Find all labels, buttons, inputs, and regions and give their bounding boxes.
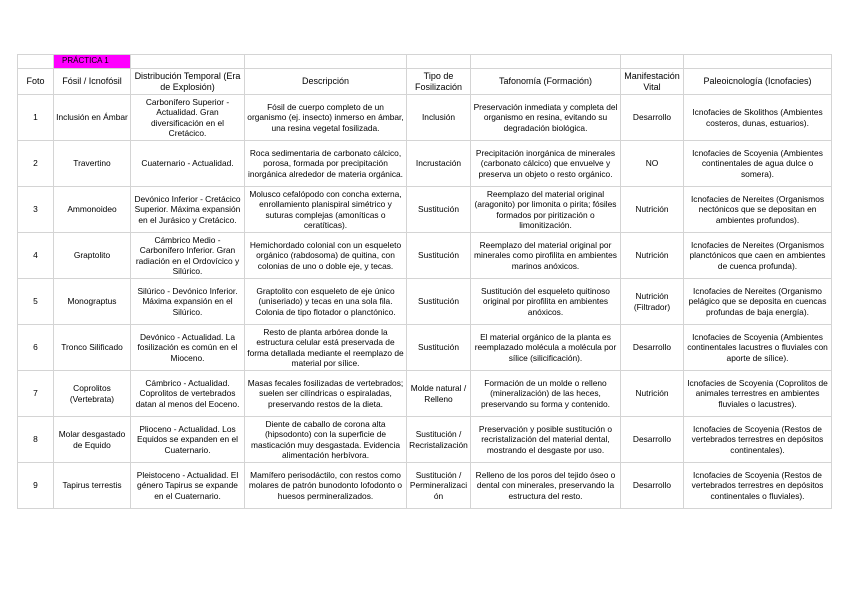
tafonomia-cell[interactable]: El material orgánico de la planta es reemplazado molécula a molécula por sílice (silicificación). [471, 325, 621, 371]
foto-cell[interactable]: 3 [18, 187, 54, 233]
tipo-fosilizacion-cell[interactable]: Sustitución [407, 233, 471, 279]
tafonomia-cell[interactable]: Preservación inmediata y completa del organismo en resina, evitando su degradación biológica. [471, 95, 621, 141]
table-row [18, 187, 832, 233]
icnofacies-cell[interactable]: Icnofacies de Scoyenia (Ambientes continentales de agua dulce o somera). [684, 141, 832, 187]
distribucion-cell[interactable]: Cámbrico - Actualidad. Coprolitos de vertebrados datan al menos del Eoceno. [131, 371, 245, 417]
manifestacion-vital-cell[interactable]: Desarrollo [621, 417, 684, 463]
tafonomia-cell[interactable]: Relleno de los poros del tejido óseo o dental con minerales, preservando la estructura del resto. [471, 463, 621, 509]
table-row [18, 417, 832, 463]
descripcion-cell[interactable]: Resto de planta arbórea donde la estructura celular está preservada de forma detallada mediante el reemplazo de material por sílice. [245, 325, 407, 371]
cell[interactable] [407, 55, 471, 69]
header-icnofacies[interactable]: Paleoicnología (Icnofacies) [684, 69, 832, 95]
tafonomia-cell[interactable]: Formación de un molde o relleno (mineralización) de las heces, preservando su forma y contenido. [471, 371, 621, 417]
cell[interactable] [131, 55, 245, 69]
table-row [18, 233, 832, 279]
header-tafonomia[interactable]: Tafonomía (Formación) [471, 69, 621, 95]
tipo-fosilizacion-cell[interactable]: Sustitución [407, 187, 471, 233]
fossil-table [17, 54, 832, 509]
icnofacies-cell[interactable]: Icnofacies de Scoyenia (Coprolitos de animales terrestres en ambientes fluviales o lacustres). [684, 371, 832, 417]
icnofacies-cell[interactable]: Icnofacies de Scoyenia (Restos de vertebrados terrestres en depósitos continentales). [684, 417, 832, 463]
icnofacies-cell[interactable]: Icnofacies de Nereites (Organismos nectónicos que se depositan en ambientes profundos). [684, 187, 832, 233]
icnofacies-cell[interactable]: Icnofacies de Skolithos (Ambientes costeros, dunas, estuarios). [684, 95, 832, 141]
manifestacion-vital-cell[interactable]: Nutrición [621, 187, 684, 233]
tafonomia-cell[interactable]: Precipitación inorgánica de minerales (carbonato cálcico) que envuelve y preserva un objeto o resto orgánico. [471, 141, 621, 187]
distribucion-cell[interactable]: Devónico Inferior - Cretácico Superior. Máxima expansión en el Jurásico y Cretácico. [131, 187, 245, 233]
distribucion-cell[interactable]: Carbonífero Superior - Actualidad. Gran diversificación en el Cretácico. [131, 95, 245, 141]
descripcion-cell[interactable]: Graptolito con esqueleto de eje único (uniseriado) y tecas en una sola fila. Colonia de tipo flotador o planctónico. [245, 279, 407, 325]
foto-cell[interactable]: 9 [18, 463, 54, 509]
header-descripcion[interactable]: Descripción [245, 69, 407, 95]
tipo-fosilizacion-cell[interactable]: Molde natural / Relleno [407, 371, 471, 417]
foto-cell[interactable]: 8 [18, 417, 54, 463]
cell[interactable] [245, 55, 407, 69]
manifestacion-vital-cell[interactable]: Desarrollo [621, 463, 684, 509]
descripcion-cell[interactable]: Diente de caballo de corona alta (hipsodonto) con la superficie de masticación muy desgastada. Evidencia alimentación herbívora. [245, 417, 407, 463]
tafonomia-cell[interactable]: Reemplazo del material original por minerales como pirofilita en ambientes marinos anóxicos. [471, 233, 621, 279]
manifestacion-vital-cell[interactable]: Desarrollo [621, 95, 684, 141]
fosil-cell[interactable]: Monograptus [54, 279, 131, 325]
tipo-fosilizacion-cell[interactable]: Sustitución / Recristalización [407, 417, 471, 463]
foto-cell[interactable]: 4 [18, 233, 54, 279]
table-row [18, 325, 832, 371]
distribucion-cell[interactable]: Pleistoceno - Actualidad. El género Tapirus se expande en el Cuaternario. [131, 463, 245, 509]
manifestacion-vital-cell[interactable]: Nutrición [621, 233, 684, 279]
cell[interactable] [621, 55, 684, 69]
tafonomia-cell[interactable]: Sustitución del esqueleto quitinoso original por pirofilita en ambientes anóxicos. [471, 279, 621, 325]
tafonomia-cell[interactable]: Preservación y posible sustitución o recristalización del material dental, mostrando el desgaste por uso. [471, 417, 621, 463]
manifestacion-vital-cell[interactable]: Nutrición (Filtrador) [621, 279, 684, 325]
foto-cell[interactable]: 6 [18, 325, 54, 371]
table-row [18, 463, 832, 509]
cell[interactable] [471, 55, 621, 69]
fosil-cell[interactable]: Tronco Silificado [54, 325, 131, 371]
descripcion-cell[interactable]: Hemichordado colonial con un esqueleto orgánico (rabdosoma) de quitina, con colonias de uno o doble eje, y tecas. [245, 233, 407, 279]
foto-cell[interactable]: 1 [18, 95, 54, 141]
table-row [18, 279, 832, 325]
descripcion-cell[interactable]: Masas fecales fosilizadas de vertebrados; suelen ser cilíndricas o espiraladas, preservando restos de la dieta. [245, 371, 407, 417]
tipo-fosilizacion-cell[interactable]: Incrustación [407, 141, 471, 187]
fosil-cell[interactable]: Inclusión en Ámbar [54, 95, 131, 141]
descripcion-cell[interactable]: Mamífero perisodáctilo, con restos como molares de patrón bunodonto lofodonto o huesos permineralizados. [245, 463, 407, 509]
cell[interactable] [18, 55, 54, 69]
tipo-fosilizacion-cell[interactable]: Sustitución [407, 325, 471, 371]
banner-row [18, 55, 832, 69]
fosil-cell[interactable]: Tapirus terrestis [54, 463, 131, 509]
foto-cell[interactable]: 7 [18, 371, 54, 417]
table-row [18, 141, 832, 187]
manifestacion-vital-cell[interactable]: Desarrollo [621, 325, 684, 371]
foto-cell[interactable]: 5 [18, 279, 54, 325]
header-tipo[interactable]: Tipo de Fosilización [407, 69, 471, 95]
header-manifestacion[interactable]: Manifestación Vital [621, 69, 684, 95]
table-row [18, 95, 832, 141]
table-row [18, 371, 832, 417]
header-foto[interactable]: Foto [18, 69, 54, 95]
distribucion-cell[interactable]: Cámbrico Medio - Carbonífero Inferior. Gran radiación en el Ordovícico y Silúrico. [131, 233, 245, 279]
fosil-cell[interactable]: Ammonoideo [54, 187, 131, 233]
cell[interactable] [684, 55, 832, 69]
foto-cell[interactable]: 2 [18, 141, 54, 187]
header-distribucion[interactable]: Distribución Temporal (Era de Explosión) [131, 69, 245, 95]
descripcion-cell[interactable]: Molusco cefalópodo con concha externa, enrollamiento planispiral simétrico y suturas complejas (amoníticas o ceratíticas). [245, 187, 407, 233]
header-row [18, 69, 832, 95]
header-fosil[interactable]: Fósil / Icnofósil [54, 69, 131, 95]
tafonomia-cell[interactable]: Reemplazo del material original (aragonito) por limonita o pirita; fósiles formados por piritización o limonitización. [471, 187, 621, 233]
icnofacies-cell[interactable]: Icnofacies de Scoyenia (Restos de vertebrados terrestres en depósitos continentales o fluviales). [684, 463, 832, 509]
fosil-cell[interactable]: Graptolito [54, 233, 131, 279]
icnofacies-cell[interactable]: Icnofacies de Scoyenia (Ambientes continentales lacustres o fluviales con aporte de sílice). [684, 325, 832, 371]
icnofacies-cell[interactable]: Icnofacies de Nereites (Organismo pelágico que se deposita en cuencas profundas de baja energía). [684, 279, 832, 325]
tipo-fosilizacion-cell[interactable]: Sustitución [407, 279, 471, 325]
practice-label[interactable]: PRÁCTICA 1 [54, 55, 131, 69]
manifestacion-vital-cell[interactable]: NO [621, 141, 684, 187]
fosil-cell[interactable]: Coprolitos (Vertebrata) [54, 371, 131, 417]
distribucion-cell[interactable]: Silúrico - Devónico Inferior. Máxima expansión en el Silúrico. [131, 279, 245, 325]
tipo-fosilizacion-cell[interactable]: Inclusión [407, 95, 471, 141]
descripcion-cell[interactable]: Fósil de cuerpo completo de un organismo (ej. insecto) inmerso en ámbar, una resina vegetal fosilizada. [245, 95, 407, 141]
icnofacies-cell[interactable]: Icnofacies de Nereites (Organismos planctónicos que caen en ambientes de cuenca profunda). [684, 233, 832, 279]
distribucion-cell[interactable]: Plioceno - Actualidad. Los Equidos se expanden en el Cuaternario. [131, 417, 245, 463]
fosil-cell[interactable]: Travertino [54, 141, 131, 187]
distribucion-cell[interactable]: Cuaternario - Actualidad. [131, 141, 245, 187]
fosil-cell[interactable]: Molar desgastado de Equido [54, 417, 131, 463]
distribucion-cell[interactable]: Devónico - Actualidad. La fosilización es común en el Mioceno. [131, 325, 245, 371]
spreadsheet [17, 54, 832, 509]
manifestacion-vital-cell[interactable]: Nutrición [621, 371, 684, 417]
tipo-fosilizacion-cell[interactable]: Sustitución / Permineralización [407, 463, 471, 509]
descripcion-cell[interactable]: Roca sedimentaria de carbonato cálcico, porosa, formada por precipitación inorgánica alrededor de materia orgánica. [245, 141, 407, 187]
